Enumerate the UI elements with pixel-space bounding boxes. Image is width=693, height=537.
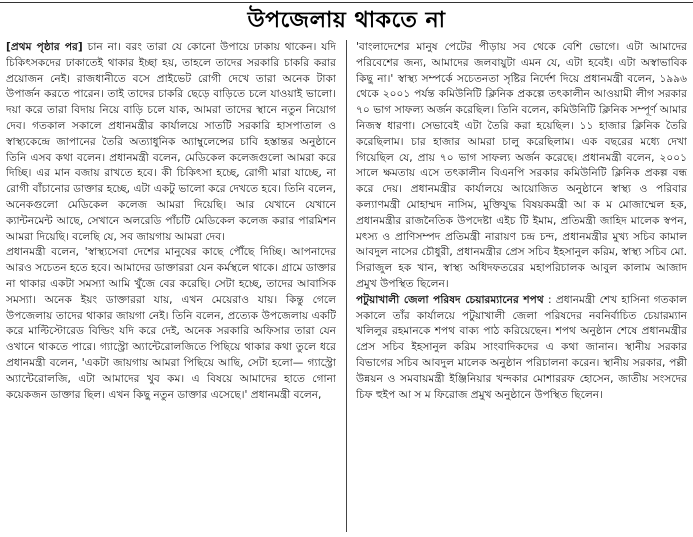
headline-area	[0, 4, 693, 36]
right-paragraph-2-text: : প্রধানমন্ত্রী শেখ হাসিনা গতকাল সকালে তাঁর কার্যালয়ে পটুয়াখালী জেলা পরিষদের নবনির্বাচিত চেয়ারম্যান খলিলুর রহমানকে শপথ বাক্য পাঠ করিয়েছেন। শপথ অনুষ্ঠান শেষে প্রধানমন্ত্রীর প্রেস সচিব ইহসানুল করিম সাংবাদিকদের এ কথা জানান। স্থানীয় সরকার বিভাগের সচিব আবদুল মালেক অনুষ্ঠান পরিচালনা করেন। স্থানীয় সরকার, পল্লী উন্নয়ন ও সমবায়মন্ত্রী ইঞ্জিনিয়ার খন্দকার মোশাররফ হোসেন, জাতীয় সংসদের চিফ হুইপ আ স ম ফিরোজ প্রমুখ অনুষ্ঠানে উপস্থিত ছিলেন।	[356, 293, 687, 401]
left-paragraph-1-text: চান না। বরং তারা যে কোনো উপায়ে ঢাকায় থাকেন। যদি চিকিৎসকদের ঢাকাতেই থাকার ইচ্ছা হয়, তাহলে তাদের সরকারি চাকরি করার প্রয়োজন নেই। রাজধানীতে বসে প্রাইভেট রোগী দেখে তারা অনেক টাকা উপার্জন করতে পারেন। তাই তাদের চাকরি ছেড়ে বাড়িতে চলে যাওয়াই ভালো। দয়া করে তারা বিদায় নিয়ে বাড়ি চলে যাক, আমরা তাদের স্থানে নতুন নিয়োগ দেব। গতকাল সকালে প্রধানমন্ত্রীর কার্যালয়ে সাতটি সরকারি হাসপাতাল ও স্বাস্থ্যকেন্দ্রে জাপানের তৈরি অত্যাধুনিক অ্যাম্বুলেন্সের চাবি হস্তান্তর অনুষ্ঠানে তিনি এসব কথা বলেন। প্রধানমন্ত্রী বলেন, মেডিকেল কলেজগুলো আমরা করে দিচ্ছি। এর মান বজায় রাখতে হবে। কী চিকিৎসা হচ্ছে, রোগী মারা যাচ্ছে, না রোগী বাঁচানোর ডাক্তার হচ্ছে, এটা একটু ভালো করে দেখতে হবে। তিনি বলেন, অনেকগুলো মেডিকেল কলেজ আমরা দিয়েছি। আর যেখানে যেখানে ক্যান্টনমেন্ট আছে, সেখানে অলরেডি পাঁচটি মেডিকেল কলেজ করার পারমিশন আমরা দিয়েছি। বলেছি যে, সব জায়গায় আমরা দেব।	[6, 41, 336, 243]
subhead: পটুয়াখালী জেলা পরিষদ চেয়ারম্যানের শপথ	[356, 293, 544, 306]
left-paragraph-1	[6, 40, 336, 245]
continued-tag: [প্রথম পৃষ্ঠার পর]	[6, 41, 83, 53]
right-paragraph-2	[356, 293, 687, 404]
right-paragraph-1: 'বাংলাদেশের মানুষ পেটের পীড়ায় সব থেকে বেশি ভোগে। এটা আমাদের পরিবেশের জন্য, আমাদের জলবায়ুটা এমন যে, এটা হবেই। এটা অস্বাভাবিক কিছু না।' স্বাস্থ্য সম্পর্কে সচেতনতা সৃষ্টির নির্দেশ দিয়ে প্রধানমন্ত্রী বলেন, ১৯৯৬ থেকে ২০০১ পর্যন্ত কমিউনিটি ক্লিনিক প্রকল্পে তৎকালীন আওয়ামী লীগ সরকার ৭০ ভাগ সাফল্য অর্জন করেছিল। তিনি বলেন, কমিউনিটি ক্লিনিক সম্পূর্ণ আমার নিজস্ব ধারণা। সেভাবেই এটা তৈরি করা হয়েছিল। ১১ হাজার ক্লিনিক তৈরি করেছিলাম। চার হাজার আমরা চালু করেছিলাম। এক বছরের মধ্যে দেখা গিয়েছিল যে, প্রায় ৭০ ভাগ সাফল্য অর্জন করেছে। প্রধানমন্ত্রী বলেন, ২০০১ সালে ক্ষমতায় এসে তৎকালীন বিএনপি সরকার কমিউনিটি ক্লিনিক প্রকল্প বন্ধ করে দেয়। প্রধানমন্ত্রীর কার্যালয়ে আয়োজিত অনুষ্ঠানে স্বাস্থ্য ও পরিবার কল্যাণমন্ত্রী মোহাম্মদ নাসিম, মুক্তিযুদ্ধ বিষয়কমন্ত্রী আ ক ম মোজাম্মেল হক, প্রধানমন্ত্রীর রাজনৈতিক উপদেষ্টা এইচ টি ইমাম, প্রতিমন্ত্রী জাহিদ মালেক স্বপন, মৎস্য ও প্রাণিসম্পদ প্রতিমন্ত্রী নারায়ণ চন্দ্র চন্দ, প্রধানমন্ত্রীর মুখ্য সচিব কামাল আবদুল নাসের চৌধুরী, প্রধানমন্ত্রীর প্রেস সচিব ইহসানুল করিম, স্বাস্থ্য সচিব মো. সিরাজুল হক খান, স্বাস্থ্য অধিদফতরের মহাপরিচালক আবুল কালাম আজাদ প্রমুখ উপস্থিত ছিলেন।	[356, 41, 687, 290]
headline: উপজেলায় থাকতে না	[247, 7, 446, 33]
top-rule	[0, 2, 693, 3]
right-column	[356, 40, 687, 534]
column-divider	[346, 40, 347, 532]
left-paragraph-2: প্রধানমন্ত্রী বলেন, 'স্বাস্থ্যসেবা দেশের মানুষের কাছে পৌঁছে দিচ্ছি। আপনাদের আরও সচেতন হতে হবে। আমাদের ডাক্তাররা যেন কর্মস্থলে থাকে। গ্রামে ডাক্তার না থাকার একটা সমস্যা আমি খুঁজে বের করেছি। সেটা হচ্ছে, তাদের আবাসিক সমস্যা। অনেক ইয়ং ডাক্তাররা যায়, এখন মেয়েরাও যায়। কিন্তু গেলে উপজেলায় তাদের থাকার জায়গা নেই। তিনি বলেন, প্রত্যেক উপজেলায় একটি করে মাল্টিস্টোরেড বিল্ডিং যদি করে দেই, অনেক সরকারি অফিসার তারা যেন ওখানে থাকতে পারে। গ্যাস্ট্রো অ্যান্টেরোলজিতে পিছিয়ে থাকার কথা তুলে ধরে প্রধানমন্ত্রী বলেন, 'একটা জায়গায় আমরা পিছিয়ে আছি, সেটা হলো— গ্যাস্ট্রো অ্যান্টেরোলজি, এটা আমাদের খুব কম। এ বিষয়ে আমাদের হাতে গোনা কয়েকজন ডাক্তার ছিল। এখন কিছু নতুন ডাক্তার এসেছে।' প্রধানমন্ত্রী বলেন,	[6, 246, 336, 401]
left-column	[6, 40, 336, 534]
